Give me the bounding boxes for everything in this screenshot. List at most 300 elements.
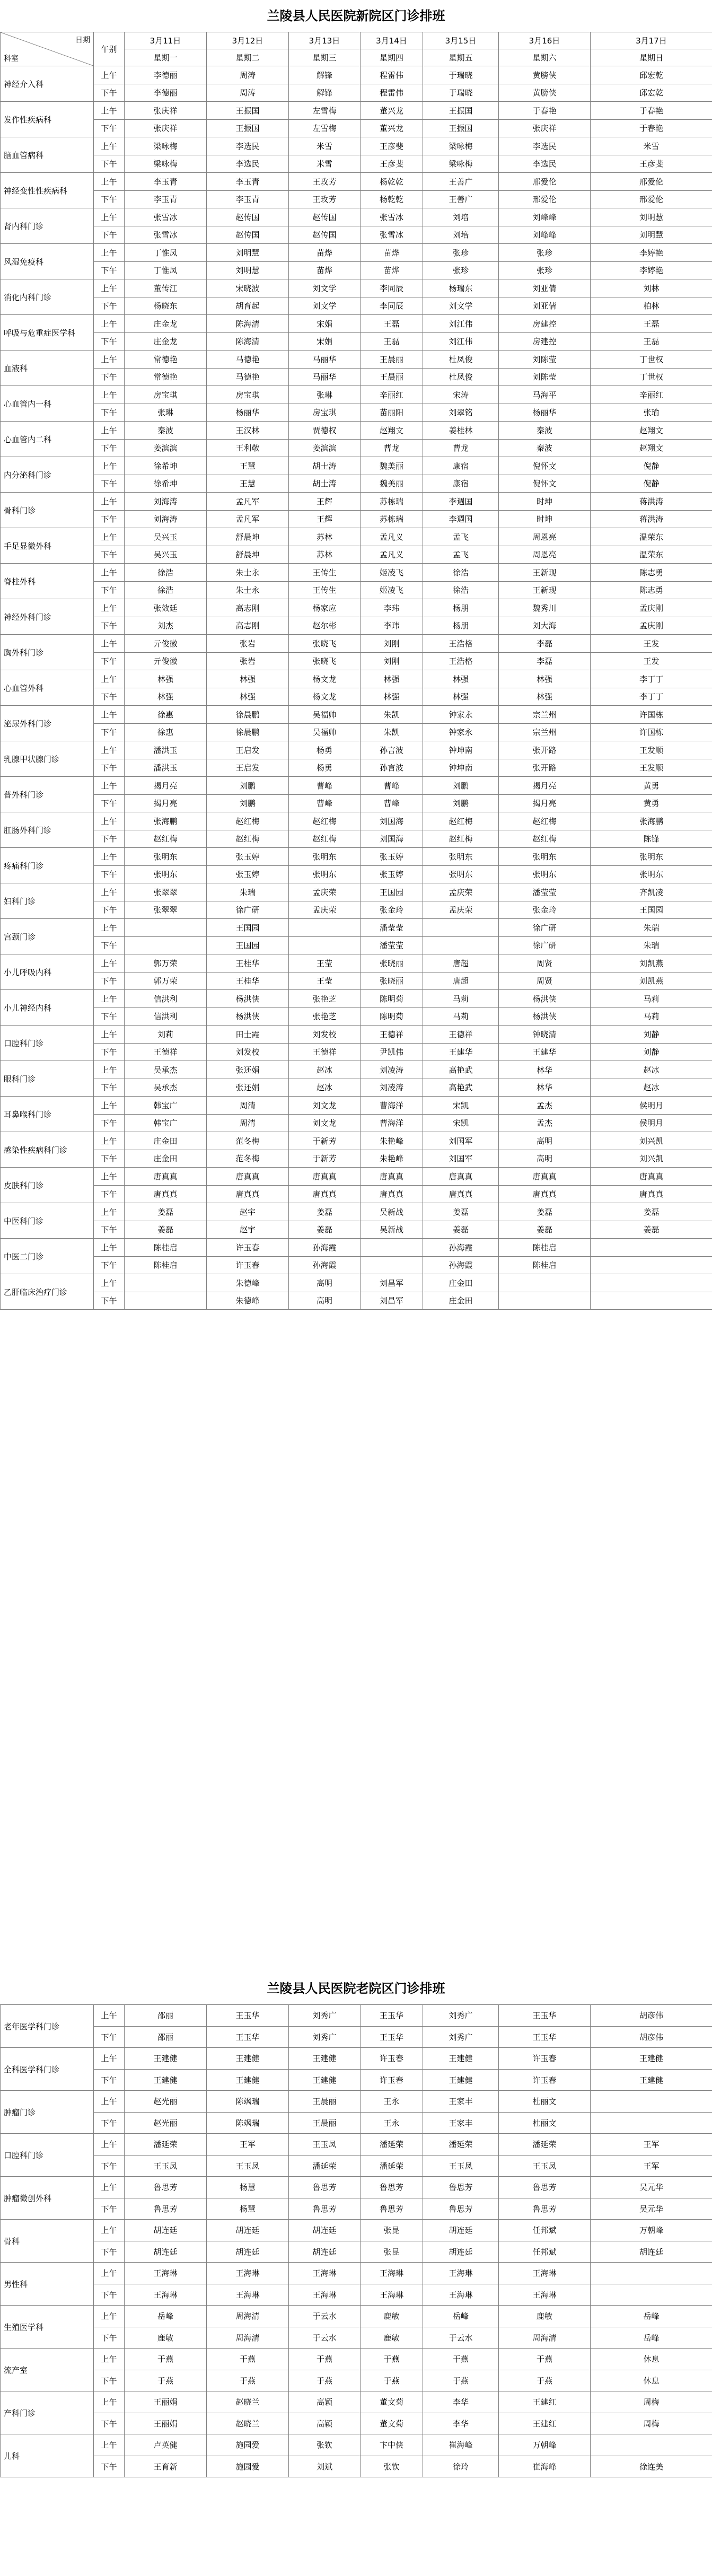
doctor-cell: 房建控: [499, 315, 591, 333]
doctor-cell: 杨慧: [207, 2198, 289, 2220]
doctor-cell: 王磊: [591, 315, 712, 333]
doctor-cell: 王晨丽: [289, 2091, 361, 2113]
doctor-cell: 唐超: [423, 972, 499, 990]
section-title: 兰陵县人民医院新院区门诊排班: [267, 8, 445, 23]
doctor-cell: 王莹: [289, 954, 361, 972]
doctor-cell: 徐广研: [207, 901, 289, 919]
doctor-cell: 亓俊徽: [125, 635, 207, 653]
doctor-cell: 韩宝广: [125, 1114, 207, 1132]
doctor-cell: 赵红梅: [423, 812, 499, 830]
schedule-row: [1, 457, 712, 475]
doctor-cell: 任邦斌: [499, 2220, 591, 2241]
doctor-cell: 王建红: [499, 2413, 591, 2434]
doctor-cell: 王玉华: [207, 2026, 289, 2048]
doctor-cell: 刘鹏: [207, 777, 289, 795]
date-header-cell: 3月12日: [207, 32, 289, 49]
doctor-cell: 陈海清: [207, 315, 289, 333]
schedule-row: [1, 741, 712, 759]
doctor-cell: 朱艳峰: [361, 1150, 423, 1168]
doctor-cell: 常德艳: [125, 351, 207, 369]
doctor-cell: 朱士永: [207, 564, 289, 582]
doctor-cell: 信洪利: [125, 990, 207, 1008]
schedule-row: [1, 777, 712, 795]
doctor-cell: 张艳芝: [289, 1007, 361, 1026]
doctor-cell: 徐浩: [423, 564, 499, 582]
doctor-cell: 徐惠: [125, 706, 207, 724]
doctor-cell: [125, 936, 207, 954]
doctor-cell: 张庆祥: [125, 102, 207, 120]
shift-cell: 下午: [94, 510, 125, 528]
doctor-cell: [591, 2284, 712, 2306]
doctor-cell: 唐超: [423, 954, 499, 972]
schedule-row: [1, 226, 712, 244]
doctor-cell: 杨丽华: [207, 404, 289, 422]
doctor-cell: 鲁思芳: [361, 2177, 423, 2198]
doctor-cell: 陈飒瑞: [207, 2091, 289, 2113]
doctor-cell: 刘斌: [289, 2456, 361, 2477]
doctor-cell: 张晓飞: [289, 652, 361, 670]
shift-cell: 下午: [94, 1114, 125, 1132]
doctor-cell: [423, 936, 499, 954]
doctor-cell: [289, 936, 361, 954]
doctor-cell: 杨洪侠: [207, 990, 289, 1008]
doctor-cell: 梁咏梅: [125, 137, 207, 155]
doctor-cell: 梁咏梅: [125, 155, 207, 173]
shift-cell: 上午: [94, 777, 125, 795]
doctor-cell: 时坤: [499, 510, 591, 528]
doctor-cell: 王永: [361, 2091, 423, 2113]
doctor-cell: 岳峰: [591, 2306, 712, 2327]
doctor-cell: 曹峰: [289, 794, 361, 812]
doctor-cell: 王玉凤: [423, 2155, 499, 2177]
doctor-cell: 王玉凤: [207, 2155, 289, 2177]
doctor-cell: 刘鹏: [207, 794, 289, 812]
department-name: 耳鼻喉科门诊: [1, 1097, 94, 1132]
schedule-row: [1, 670, 712, 688]
dept-axis-label: 科室: [4, 55, 19, 63]
doctor-cell: 王玉华: [499, 2005, 591, 2027]
schedule-row: [1, 635, 712, 653]
doctor-cell: 王德祥: [423, 1026, 499, 1044]
doctor-cell: 姜磊: [499, 1221, 591, 1239]
doctor-cell: 马丽华: [289, 351, 361, 369]
doctor-cell: 陈明菊: [361, 1007, 423, 1026]
schedule-row: [1, 493, 712, 511]
shift-cell: 下午: [94, 723, 125, 741]
doctor-cell: 张昆: [361, 2220, 423, 2241]
doctor-cell: 潘延荣: [361, 2134, 423, 2156]
doctor-cell: 王家丰: [423, 2112, 499, 2134]
shift-cell: 上午: [94, 315, 125, 333]
doctor-cell: 刘培: [423, 208, 499, 226]
doctor-cell: 姜桂林: [423, 422, 499, 440]
doctor-cell: 刘明慧: [591, 208, 712, 226]
doctor-cell: 周清: [207, 1097, 289, 1115]
doctor-cell: 程雷伟: [361, 66, 423, 84]
doctor-cell: 鲁思芳: [361, 2198, 423, 2220]
doctor-cell: 王家丰: [423, 2091, 499, 2113]
shift-cell: 上午: [94, 173, 125, 191]
doctor-cell: 邢爱伦: [591, 173, 712, 191]
doctor-cell: 姜磊: [289, 1203, 361, 1221]
shift-cell: 上午: [94, 990, 125, 1008]
doctor-cell: 庄金田: [423, 1292, 499, 1310]
doctor-cell: 鹿敏: [125, 2327, 207, 2349]
doctor-cell: 王建华: [423, 1043, 499, 1061]
doctor-cell: 苗烨: [361, 261, 423, 279]
schedule-row: [1, 1079, 712, 1097]
doctor-cell: 王晨丽: [361, 368, 423, 386]
doctor-cell: 宋娟: [289, 332, 361, 351]
doctor-cell: 王彦斐: [591, 155, 712, 173]
doctor-cell: 王磊: [361, 332, 423, 351]
doctor-cell: [289, 919, 361, 937]
doctor-cell: 张开路: [499, 741, 591, 759]
doctor-cell: 齐凯凌: [591, 883, 712, 901]
doctor-cell: 许玉春: [207, 1239, 289, 1257]
schedule-row: [1, 351, 712, 369]
doctor-cell: 鲁思芳: [125, 2198, 207, 2220]
doctor-cell: 王军: [207, 2134, 289, 2156]
doctor-cell: 刘明慧: [207, 244, 289, 262]
schedule-row: [1, 1221, 712, 1239]
doctor-cell: 王桂华: [207, 954, 289, 972]
doctor-cell: 唐真真: [125, 1185, 207, 1203]
schedule-row: [1, 2456, 712, 2477]
doctor-cell: 林强: [207, 670, 289, 688]
doctor-cell: 刘陈莹: [499, 368, 591, 386]
doctor-cell: 王玉凤: [289, 2134, 361, 2156]
doctor-cell: 孟庆刚: [591, 599, 712, 617]
doctor-cell: 吴承杰: [125, 1061, 207, 1079]
doctor-cell: 王振国: [423, 119, 499, 137]
doctor-cell: [125, 1274, 207, 1292]
department-name: 心血管内一科: [1, 386, 94, 422]
schedule-row: [1, 332, 712, 351]
schedule-row: [1, 1168, 712, 1186]
department-name: 手足显微外科: [1, 528, 94, 564]
doctor-cell: 张晓飞: [289, 635, 361, 653]
schedule-row: [1, 990, 712, 1008]
doctor-cell: 曹峰: [289, 777, 361, 795]
department-name: 生殖医学科: [1, 2306, 94, 2349]
doctor-cell: 刘文学: [289, 279, 361, 297]
doctor-cell: 于云水: [423, 2327, 499, 2349]
doctor-cell: 于燕: [125, 2370, 207, 2391]
doctor-cell: 周涛: [207, 84, 289, 102]
doctor-cell: 周梅: [591, 2391, 712, 2413]
doctor-cell: 孟凡义: [361, 546, 423, 564]
doctor-cell: 张海鹏: [591, 812, 712, 830]
doctor-cell: 陈志勇: [591, 581, 712, 599]
doctor-cell: 李丁丁: [591, 670, 712, 688]
doctor-cell: 赵传国: [289, 226, 361, 244]
doctor-cell: 李选民: [499, 155, 591, 173]
doctor-cell: 张还娟: [207, 1061, 289, 1079]
doctor-cell: 杨洪侠: [499, 990, 591, 1008]
schedule-row: [1, 1114, 712, 1132]
schedule-table: [0, 2004, 712, 2477]
doctor-cell: 高艳武: [423, 1061, 499, 1079]
doctor-cell: 庄金龙: [125, 332, 207, 351]
doctor-cell: 张开路: [499, 759, 591, 777]
shift-cell: 上午: [94, 1097, 125, 1115]
schedule-row: [1, 546, 712, 564]
doctor-cell: 张效廷: [125, 599, 207, 617]
doctor-cell: 于燕: [125, 2349, 207, 2370]
doctor-cell: 周梅: [591, 2413, 712, 2434]
shift-cell: 下午: [94, 1043, 125, 1061]
shift-cell: 上午: [94, 137, 125, 155]
doctor-cell: 徐广研: [499, 919, 591, 937]
schedule-row: [1, 1026, 712, 1044]
doctor-cell: 姜磊: [125, 1221, 207, 1239]
doctor-cell: 唐真真: [125, 1168, 207, 1186]
doctor-cell: 张明东: [125, 848, 207, 866]
schedule-row: [1, 190, 712, 208]
schedule-table: [0, 32, 712, 1310]
doctor-cell: 李同辰: [361, 297, 423, 315]
doctor-cell: 张明东: [125, 865, 207, 883]
doctor-cell: 王桂华: [207, 972, 289, 990]
doctor-cell: 王海琳: [207, 2263, 289, 2284]
doctor-cell: 张翠翠: [125, 901, 207, 919]
shift-cell: 上午: [94, 670, 125, 688]
doctor-cell: 王启发: [207, 741, 289, 759]
department-name: 儿科: [1, 2434, 94, 2477]
department-name: 骨科门诊: [1, 493, 94, 528]
doctor-cell: 王善广: [423, 190, 499, 208]
doctor-cell: 刘刚: [361, 635, 423, 653]
doctor-cell: 曹峰: [361, 794, 423, 812]
doctor-cell: 刘文龙: [289, 1097, 361, 1115]
shift-cell: 下午: [94, 226, 125, 244]
doctor-cell: 王利敬: [207, 439, 289, 457]
doctor-cell: 亓俊徽: [125, 652, 207, 670]
doctor-cell: 刘文学: [289, 297, 361, 315]
doctor-cell: 潘延荣: [499, 2134, 591, 2156]
department-name: 全科医学科门诊: [1, 2048, 94, 2091]
doctor-cell: 刘发校: [289, 1026, 361, 1044]
schedule-row: [1, 173, 712, 191]
doctor-cell: 房宝琪: [125, 386, 207, 404]
doctor-cell: 胡士涛: [289, 457, 361, 475]
doctor-cell: [423, 919, 499, 937]
doctor-cell: 周海清: [499, 2327, 591, 2349]
doctor-cell: 刘峰峰: [499, 226, 591, 244]
corner-header: [1, 32, 94, 66]
doctor-cell: 唐真真: [499, 1185, 591, 1203]
shift-cell: 上午: [94, 1239, 125, 1257]
doctor-cell: 王丽娟: [125, 2391, 207, 2413]
doctor-cell: 姜磊: [499, 1203, 591, 1221]
doctor-cell: 蒋洪涛: [591, 493, 712, 511]
doctor-cell: 周贤: [499, 954, 591, 972]
schedule-row: [1, 2112, 712, 2134]
department-name: 肛肠外科门诊: [1, 812, 94, 848]
doctor-cell: 施园爱: [207, 2434, 289, 2456]
shift-cell: 下午: [94, 368, 125, 386]
doctor-cell: 董文菊: [361, 2413, 423, 2434]
schedule-row: [1, 137, 712, 155]
shift-cell: 下午: [94, 119, 125, 137]
doctor-cell: 秦波: [125, 422, 207, 440]
doctor-cell: 张琳: [289, 386, 361, 404]
doctor-cell: 王彦斐: [361, 137, 423, 155]
doctor-cell: 万朝峰: [499, 2434, 591, 2456]
doctor-cell: 杜丽文: [499, 2091, 591, 2113]
doctor-cell: 于燕: [423, 2349, 499, 2370]
doctor-cell: 董兴龙: [361, 102, 423, 120]
schedule-row: [1, 1185, 712, 1203]
shift-cell: 下午: [94, 1292, 125, 1310]
doctor-cell: 范冬梅: [207, 1150, 289, 1168]
doctor-cell: 苏栋瑞: [361, 510, 423, 528]
schedule-row: [1, 1274, 712, 1292]
schedule-row: [1, 2306, 712, 2327]
shift-cell: 上午: [94, 564, 125, 582]
doctor-cell: 王辉: [289, 510, 361, 528]
doctor-cell: [591, 2091, 712, 2113]
doctor-cell: 王浩格: [423, 635, 499, 653]
doctor-cell: 张珍: [499, 261, 591, 279]
doctor-cell: 周海清: [207, 2306, 289, 2327]
doctor-cell: 舒晨坤: [207, 546, 289, 564]
doctor-cell: 庄金龙: [125, 315, 207, 333]
schedule-row: [1, 528, 712, 546]
department-name: 脊柱外科: [1, 564, 94, 599]
doctor-cell: 姜磊: [591, 1221, 712, 1239]
date-header-cell: 3月15日: [423, 32, 499, 49]
doctor-cell: 王建健: [591, 2048, 712, 2070]
doctor-cell: 王善广: [423, 173, 499, 191]
doctor-cell: 辛丽红: [361, 386, 423, 404]
doctor-cell: 揭月亮: [125, 777, 207, 795]
doctor-cell: 邢爱伦: [499, 173, 591, 191]
doctor-cell: 徐浩: [423, 581, 499, 599]
doctor-cell: 王海琳: [423, 2263, 499, 2284]
doctor-cell: 于春艳: [499, 102, 591, 120]
doctor-cell: 吴新战: [361, 1203, 423, 1221]
doctor-cell: 唐真真: [591, 1185, 712, 1203]
doctor-cell: 董传江: [125, 279, 207, 297]
doctor-cell: 陈锋: [591, 830, 712, 848]
doctor-cell: 于燕: [499, 2370, 591, 2391]
doctor-cell: 高志刚: [207, 599, 289, 617]
doctor-cell: 刘昌军: [361, 1274, 423, 1292]
schedule-row: [1, 261, 712, 279]
shift-cell: 上午: [94, 528, 125, 546]
doctor-cell: 刘秀广: [423, 2005, 499, 2027]
doctor-cell: 苏栋瑞: [361, 493, 423, 511]
doctor-cell: 王海琳: [125, 2284, 207, 2306]
shift-cell: 下午: [94, 404, 125, 422]
doctor-cell: 张玉婷: [361, 848, 423, 866]
doctor-cell: 张金玲: [361, 901, 423, 919]
shift-cell: 下午: [94, 2456, 125, 2477]
schedule-row: [1, 599, 712, 617]
department-name: 乙肝临床治疗门诊: [1, 1274, 94, 1310]
doctor-cell: 潘延荣: [289, 2155, 361, 2177]
schedule-row: [1, 315, 712, 333]
doctor-cell: 林强: [499, 670, 591, 688]
doctor-cell: 邱宏乾: [591, 66, 712, 84]
doctor-cell: 万朝峰: [591, 2220, 712, 2241]
schedule-row: [1, 155, 712, 173]
doctor-cell: 王育新: [125, 2456, 207, 2477]
doctor-cell: 王玉华: [207, 2005, 289, 2027]
doctor-cell: 吴新战: [361, 1221, 423, 1239]
doctor-cell: 胡彦伟: [591, 2005, 712, 2027]
doctor-cell: [591, 2434, 712, 2456]
doctor-cell: 倪怀文: [499, 457, 591, 475]
doctor-cell: 黄勇: [591, 777, 712, 795]
doctor-cell: 张瑜: [591, 404, 712, 422]
doctor-cell: 孙海霞: [289, 1256, 361, 1274]
doctor-cell: 刘亚倩: [499, 279, 591, 297]
doctor-cell: 赵宇: [207, 1221, 289, 1239]
doctor-cell: 马莉: [423, 990, 499, 1008]
doctor-cell: 邢爱伦: [499, 190, 591, 208]
doctor-cell: 王海琳: [125, 2263, 207, 2284]
doctor-cell: 赵红梅: [125, 830, 207, 848]
doctor-cell: 孟飞: [423, 546, 499, 564]
department-name: 宫颈门诊: [1, 919, 94, 954]
doctor-cell: 施园爱: [207, 2456, 289, 2477]
doctor-cell: 唐真真: [591, 1168, 712, 1186]
schedule-row: [1, 830, 712, 848]
department-name: 神经介入科: [1, 66, 94, 102]
doctor-cell: 潘洪玉: [125, 759, 207, 777]
department-name: 疼痛科门诊: [1, 848, 94, 883]
doctor-cell: 胡育起: [207, 297, 289, 315]
doctor-cell: 潘延荣: [361, 2155, 423, 2177]
department-name: 内分泌科门诊: [1, 457, 94, 493]
doctor-cell: 姜滨滨: [289, 439, 361, 457]
doctor-cell: 林强: [125, 670, 207, 688]
doctor-cell: 王磊: [361, 315, 423, 333]
doctor-cell: 胡连廷: [289, 2241, 361, 2263]
doctor-cell: 邢爱伦: [591, 190, 712, 208]
doctor-cell: 张玉婷: [207, 848, 289, 866]
doctor-cell: 林强: [423, 670, 499, 688]
doctor-cell: 王建红: [499, 2391, 591, 2413]
doctor-cell: 潘莹莹: [361, 936, 423, 954]
schedule-row: [1, 2220, 712, 2241]
schedule-row: [1, 759, 712, 777]
doctor-cell: 王德祥: [289, 1043, 361, 1061]
schedule-row: [1, 723, 712, 741]
doctor-cell: 魏美丽: [361, 475, 423, 493]
schedule-row: [1, 2370, 712, 2391]
doctor-cell: [591, 1274, 712, 1292]
shift-cell: 下午: [94, 830, 125, 848]
shift-cell: 下午: [94, 297, 125, 315]
doctor-cell: 于新芳: [289, 1150, 361, 1168]
doctor-cell: 邵丽: [125, 2005, 207, 2027]
department-name: 口腔科门诊: [1, 1026, 94, 1061]
doctor-cell: 孙海霞: [423, 1256, 499, 1274]
doctor-cell: 王海琳: [361, 2263, 423, 2284]
doctor-cell: 秦波: [499, 422, 591, 440]
department-name: 皮肤科门诊: [1, 1168, 94, 1203]
schedule-row: [1, 617, 712, 635]
shift-cell: 上午: [94, 2434, 125, 2456]
doctor-cell: 刘凯燕: [591, 954, 712, 972]
old-campus-section: [0, 1973, 712, 2477]
schedule-row: [1, 2391, 712, 2413]
doctor-cell: 孟杰: [499, 1114, 591, 1132]
